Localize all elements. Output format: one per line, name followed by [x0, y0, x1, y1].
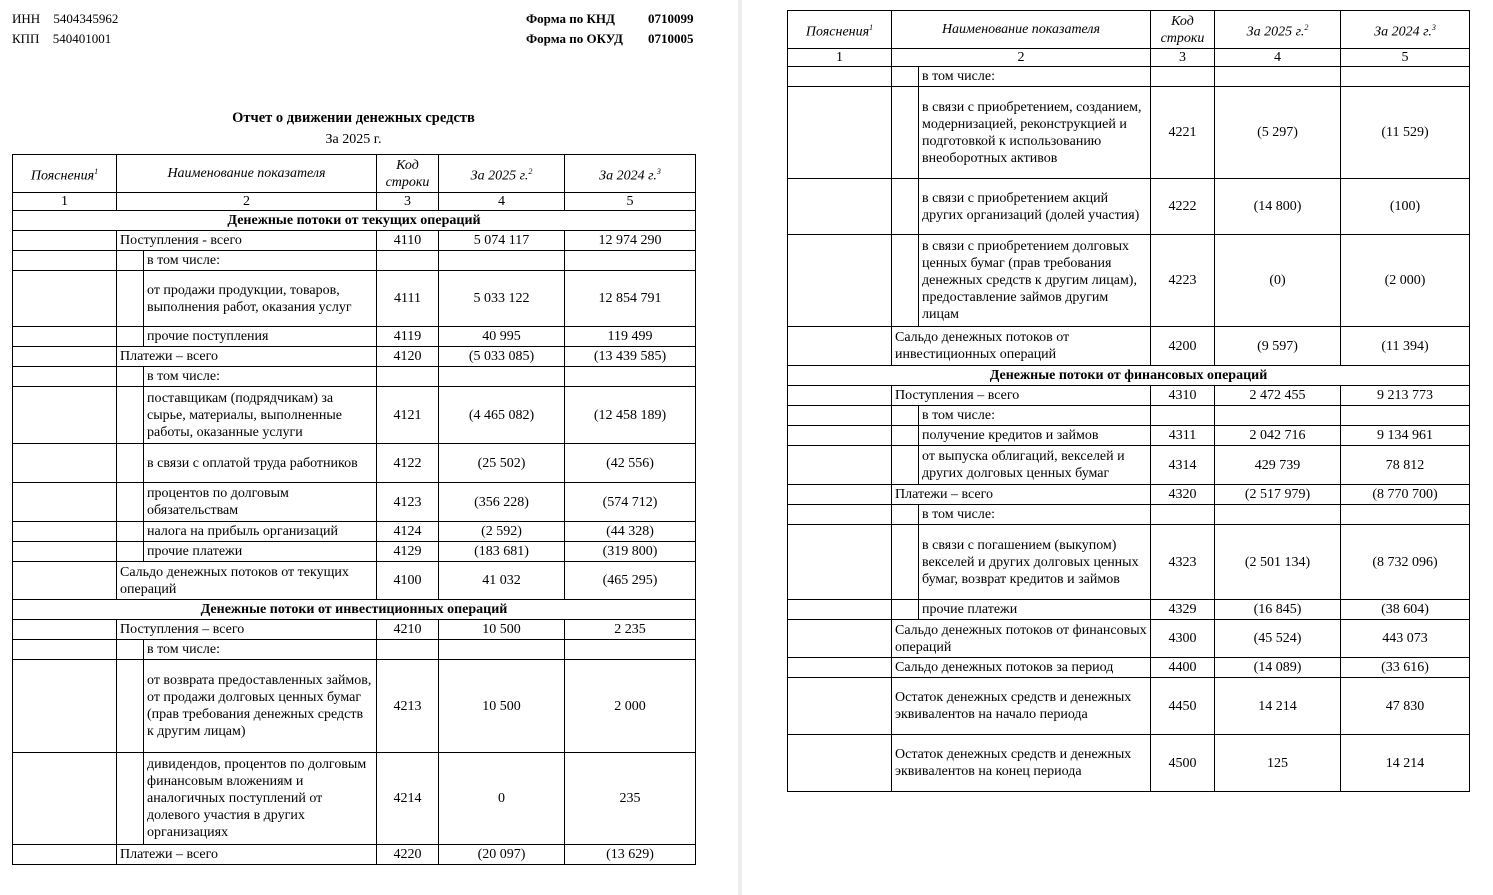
table-row [13, 251, 696, 271]
value-2025: (25 502) [439, 444, 565, 483]
value-2025 [439, 367, 565, 387]
table-row [13, 845, 696, 865]
line-code [1151, 505, 1215, 525]
value-2025: (183 681) [439, 542, 565, 562]
table-row [13, 522, 696, 542]
line-code: 4329 [1151, 600, 1215, 620]
table-row [13, 753, 696, 845]
knd-line [526, 11, 694, 27]
indicator-name: в том числе: [147, 253, 220, 268]
indicator-name: от выпуска облигаций, векселей и других долговых ценных бумаг [922, 449, 1125, 481]
okud-value: 0710005 [648, 31, 694, 46]
table-row [788, 735, 1470, 792]
line-code: 4123 [377, 483, 439, 522]
report-period: За 2025 г. [325, 132, 382, 147]
col-header-2025: За 2025 г.$^2$ [439, 155, 565, 193]
notes-cell [13, 251, 117, 271]
col-num-1: 1 [788, 49, 892, 67]
value-2024: 12 974 290 [565, 231, 696, 251]
indicator-name: в том числе: [147, 369, 220, 384]
kpp-label: КПП [12, 31, 40, 46]
notes-cell [788, 600, 892, 620]
indicator-name-cell [892, 179, 1151, 235]
value-2024: 119 499 [565, 327, 696, 347]
notes-cell [13, 660, 117, 753]
table-row [788, 406, 1470, 426]
inn-line [12, 11, 118, 27]
indicator-name: прочие платежи [922, 602, 1018, 617]
value-2025: (2 501 134) [1215, 525, 1341, 600]
line-code: 4120 [377, 347, 439, 367]
table-row [788, 658, 1470, 678]
kpp-value: 540401001 [52, 31, 112, 46]
col-header-code: Код строки [1151, 11, 1215, 49]
value-2024 [1341, 406, 1470, 426]
table-row [788, 235, 1470, 327]
value-2024: (42 556) [565, 444, 696, 483]
value-2024: (11 529) [1341, 87, 1470, 179]
line-code: 4323 [1151, 525, 1215, 600]
indicator-name-cell [117, 251, 377, 271]
value-2025: (20 097) [439, 845, 565, 865]
line-code [1151, 406, 1215, 426]
value-2025: (16 845) [1215, 600, 1341, 620]
notes-cell [788, 485, 892, 505]
table-row [13, 271, 696, 327]
indicator-name: от возврата предоставленных займов, от продажи долговых ценных бумаг (прав требования денежных средств к другим лицам) [147, 673, 372, 739]
value-2025: (2 592) [439, 522, 565, 542]
value-2024: (33 616) [1341, 658, 1470, 678]
col-header-code: Код строки [377, 155, 439, 193]
indicator-name: Поступления – всего [117, 620, 377, 640]
notes-cell [788, 87, 892, 179]
value-2025: (14 089) [1215, 658, 1341, 678]
inn-label: ИНН [12, 11, 41, 26]
indicator-name: прочие платежи [147, 544, 243, 559]
value-2025: (45 524) [1215, 620, 1341, 658]
value-2025 [1215, 406, 1341, 426]
indicator-name: Сальдо денежных потоков от текущих операций [117, 562, 377, 600]
value-2024: (465 295) [565, 562, 696, 600]
section-row [13, 600, 696, 620]
col-header-notes: Пояснения$^1$ [788, 11, 892, 49]
col-num-2: 2 [892, 49, 1151, 67]
indicator-name-cell [117, 444, 377, 483]
indicator-name: Сальдо денежных потоков от финансовых операций [892, 620, 1151, 658]
col-header-notes: Пояснения$^1$ [13, 155, 117, 193]
notes-cell [13, 845, 117, 865]
notes-cell [13, 367, 117, 387]
value-2024: 14 214 [1341, 735, 1470, 792]
col-num-3: 3 [377, 193, 439, 211]
indicator-name: Поступления – всего [892, 386, 1151, 406]
table-row [788, 485, 1470, 505]
col-num-5: 5 [565, 193, 696, 211]
line-code: 4122 [377, 444, 439, 483]
notes-cell [13, 231, 117, 251]
indicator-name: в связи с погашением (выкупом) векселей и других долговых ценных бумаг, возврат кредитов и займов [922, 537, 1139, 587]
indicator-name: в связи с приобретением долговых ценных бумаг (прав требования денежных средств к другим лицам), предоставление займов другим лицам [922, 239, 1137, 322]
indicator-name: Платежи – всего [892, 485, 1151, 505]
indicator-name: процентов по долговым обязательствам [147, 486, 289, 518]
value-2025: (9 597) [1215, 327, 1341, 366]
notes-cell [788, 678, 892, 735]
line-code: 4213 [377, 660, 439, 753]
cash-flow-table-left [12, 154, 696, 865]
indicator-name: в том числе: [147, 642, 220, 657]
value-2024: (8 732 096) [1341, 525, 1470, 600]
value-2025: 5 074 117 [439, 231, 565, 251]
knd-label: Форма по КНД [526, 11, 615, 26]
section-title: Денежные потоки от текущих операций [13, 211, 696, 231]
indicator-name-cell [117, 367, 377, 387]
value-2025: 41 032 [439, 562, 565, 600]
table-row [788, 525, 1470, 600]
value-2025: 5 033 122 [439, 271, 565, 327]
indicator-name-cell [892, 426, 1151, 446]
table-row [788, 327, 1470, 366]
notes-cell [788, 386, 892, 406]
indicator-name: в связи с приобретением, созданием, модернизацией, реконструкцией и подготовкой к использованию внеоборотных активов [922, 99, 1142, 166]
value-2025 [439, 251, 565, 271]
table-row [13, 640, 696, 660]
indicator-name-cell [892, 600, 1151, 620]
notes-cell [788, 406, 892, 426]
indicator-name: поставщикам (подрядчикам) за сырье, материалы, выполненные работы, оказанные услуги [147, 390, 343, 440]
page-left [0, 0, 738, 895]
table-row [788, 426, 1470, 446]
table-row [788, 87, 1470, 179]
col-num-4: 4 [1215, 49, 1341, 67]
indicator-name-cell [117, 542, 377, 562]
value-2024 [565, 640, 696, 660]
value-2024: (44 328) [565, 522, 696, 542]
indicator-name: получение кредитов и займов [922, 428, 1099, 443]
indicator-name-cell [117, 327, 377, 347]
indicator-name-cell [892, 446, 1151, 485]
section-title: Денежные потоки от инвестиционных операций [13, 600, 696, 620]
value-2025: 2 042 716 [1215, 426, 1341, 446]
line-code: 4310 [1151, 386, 1215, 406]
col-header-2024: За 2024 г.$^3$ [565, 155, 696, 193]
notes-cell [13, 327, 117, 347]
value-2025: 2 472 455 [1215, 386, 1341, 406]
notes-cell [788, 525, 892, 600]
notes-cell [13, 753, 117, 845]
report-title: Отчет о движении денежных средств [232, 110, 475, 126]
value-2024: (2 000) [1341, 235, 1470, 327]
indicator-name: дивидендов, процентов по долговым финансовым вложениям и аналогичных поступлений от долевого участия в других организациях [147, 757, 367, 840]
line-code: 4124 [377, 522, 439, 542]
indicator-name: от продажи продукции, товаров, выполнения работ, оказания услуг [147, 282, 352, 315]
value-2024: (574 712) [565, 483, 696, 522]
table-row [788, 505, 1470, 525]
line-code: 4300 [1151, 620, 1215, 658]
value-2025: 10 500 [439, 620, 565, 640]
section-row [788, 366, 1470, 386]
line-code: 4450 [1151, 678, 1215, 735]
line-code: 4221 [1151, 87, 1215, 179]
col-num-5: 5 [1341, 49, 1470, 67]
value-2024: (11 394) [1341, 327, 1470, 366]
indicator-name-cell [892, 505, 1151, 525]
table-body-left [13, 211, 696, 865]
indicator-name: в связи с оплатой труда работников [147, 455, 358, 471]
notes-cell [13, 347, 117, 367]
kpp-line [12, 31, 111, 47]
value-2024: 12 854 791 [565, 271, 696, 327]
line-code: 4100 [377, 562, 439, 600]
indicator-name-cell [117, 522, 377, 542]
indicator-name: Остаток денежных средств и денежных эквивалентов на начало периода [892, 678, 1151, 735]
value-2025 [439, 640, 565, 660]
indicator-name-cell [892, 406, 1151, 426]
line-code: 4200 [1151, 327, 1215, 366]
col-header-2025: За 2025 г.$^2$ [1215, 11, 1341, 49]
value-2025: 429 739 [1215, 446, 1341, 485]
notes-cell [788, 735, 892, 792]
value-2025: 40 995 [439, 327, 565, 347]
value-2025: (2 517 979) [1215, 485, 1341, 505]
notes-cell [13, 271, 117, 327]
indicator-name: Сальдо денежных потоков от инвестиционных операций [892, 327, 1151, 366]
table-row [788, 386, 1470, 406]
line-code [377, 367, 439, 387]
indicator-name: в том числе: [922, 69, 995, 84]
col-header-2024: За 2024 г.$^3$ [1341, 11, 1470, 49]
value-2024: (13 629) [565, 845, 696, 865]
line-code: 4121 [377, 387, 439, 444]
notes-cell [13, 522, 117, 542]
notes-cell [788, 67, 892, 87]
indicator-name: Остаток денежных средств и денежных эквивалентов на конец периода [892, 735, 1151, 792]
notes-cell [13, 483, 117, 522]
value-2024: (12 458 189) [565, 387, 696, 444]
line-code: 4119 [377, 327, 439, 347]
value-2024 [1341, 67, 1470, 87]
value-2024 [565, 367, 696, 387]
line-code [377, 251, 439, 271]
table-body-right [788, 67, 1470, 792]
value-2024: (13 439 585) [565, 347, 696, 367]
line-code: 4214 [377, 753, 439, 845]
value-2024: 47 830 [1341, 678, 1470, 735]
indicator-name-cell [892, 235, 1151, 327]
table-row [13, 327, 696, 347]
table-row [13, 620, 696, 640]
value-2024: (8 770 700) [1341, 485, 1470, 505]
indicator-name: налога на прибыль организаций [147, 524, 339, 539]
line-code: 4110 [377, 231, 439, 251]
indicator-name: в связи с приобретением акций других организаций (долей участия) [922, 190, 1140, 223]
value-2025: (14 800) [1215, 179, 1341, 235]
indicator-name-cell [117, 753, 377, 845]
col-num-3: 3 [1151, 49, 1215, 67]
indicator-name: Сальдо денежных потоков за период [892, 658, 1151, 678]
table-row [788, 446, 1470, 485]
value-2024: 78 812 [1341, 446, 1470, 485]
value-2025: (356 228) [439, 483, 565, 522]
indicator-name-cell [117, 483, 377, 522]
okud-line [526, 31, 694, 47]
col-num-4: 4 [439, 193, 565, 211]
value-2024: 9 213 773 [1341, 386, 1470, 406]
indicator-name-cell [892, 67, 1151, 87]
line-code: 4400 [1151, 658, 1215, 678]
value-2024: (319 800) [565, 542, 696, 562]
notes-cell [13, 640, 117, 660]
section-title: Денежные потоки от финансовых операций [788, 366, 1470, 386]
line-code: 4129 [377, 542, 439, 562]
value-2024: (38 604) [1341, 600, 1470, 620]
inn-value: 5404345962 [53, 11, 119, 26]
line-code: 4311 [1151, 426, 1215, 446]
table-row [13, 542, 696, 562]
table-row [788, 179, 1470, 235]
col-header-name: Наименование показателя [892, 11, 1151, 49]
okud-label: Форма по ОКУД [526, 31, 623, 46]
notes-cell [788, 235, 892, 327]
indicator-name-cell [117, 271, 377, 327]
value-2024: (100) [1341, 179, 1470, 235]
line-code: 4210 [377, 620, 439, 640]
knd-value: 0710099 [648, 11, 694, 26]
col-num-2: 2 [117, 193, 377, 211]
notes-cell [788, 327, 892, 366]
value-2025: 14 214 [1215, 678, 1341, 735]
indicator-name: Поступления - всего [117, 231, 377, 251]
table-row [788, 678, 1470, 735]
line-code: 4223 [1151, 235, 1215, 327]
value-2024 [565, 251, 696, 271]
page-right [742, 0, 1493, 895]
notes-cell [788, 620, 892, 658]
indicator-name: в том числе: [922, 507, 995, 522]
value-2024: 2 235 [565, 620, 696, 640]
indicator-name-cell [117, 660, 377, 753]
indicator-name: Платежи – всего [117, 845, 377, 865]
line-code [377, 640, 439, 660]
table-row [13, 483, 696, 522]
line-code: 4500 [1151, 735, 1215, 792]
notes-cell [788, 446, 892, 485]
notes-cell [788, 505, 892, 525]
notes-cell [13, 387, 117, 444]
line-code: 4314 [1151, 446, 1215, 485]
table-row [788, 67, 1470, 87]
value-2025: 10 500 [439, 660, 565, 753]
table-row [13, 347, 696, 367]
value-2025: 125 [1215, 735, 1341, 792]
line-code: 4111 [377, 271, 439, 327]
value-2025 [1215, 67, 1341, 87]
table-row [13, 231, 696, 251]
value-2025: (5 033 085) [439, 347, 565, 367]
notes-cell [788, 179, 892, 235]
line-code: 4220 [377, 845, 439, 865]
notes-cell [13, 444, 117, 483]
notes-cell [788, 658, 892, 678]
value-2025 [1215, 505, 1341, 525]
notes-cell [13, 542, 117, 562]
value-2025: (5 297) [1215, 87, 1341, 179]
table-row [788, 600, 1470, 620]
line-code: 4222 [1151, 179, 1215, 235]
table-row [13, 444, 696, 483]
table-row [788, 620, 1470, 658]
indicator-name-cell [117, 640, 377, 660]
value-2025: (0) [1215, 235, 1341, 327]
value-2024: 9 134 961 [1341, 426, 1470, 446]
notes-cell [13, 562, 117, 600]
value-2024: 235 [565, 753, 696, 845]
table-row [13, 660, 696, 753]
section-row [13, 211, 696, 231]
notes-cell [788, 426, 892, 446]
indicator-name: прочие поступления [147, 329, 269, 344]
notes-cell [13, 620, 117, 640]
table-row [13, 562, 696, 600]
col-num-1: 1 [13, 193, 117, 211]
indicator-name-cell [892, 87, 1151, 179]
table-row [13, 387, 696, 444]
value-2025: (4 465 082) [439, 387, 565, 444]
value-2024: 443 073 [1341, 620, 1470, 658]
indicator-name-cell [117, 387, 377, 444]
value-2024: 2 000 [565, 660, 696, 753]
value-2024 [1341, 505, 1470, 525]
indicator-name-cell [892, 525, 1151, 600]
col-header-name: Наименование показателя [117, 155, 377, 193]
value-2025: 0 [439, 753, 565, 845]
line-code: 4320 [1151, 485, 1215, 505]
cash-flow-table-right [787, 10, 1470, 792]
indicator-name: в том числе: [922, 408, 995, 423]
indicator-name: Платежи – всего [117, 347, 377, 367]
line-code [1151, 67, 1215, 87]
table-row [13, 367, 696, 387]
